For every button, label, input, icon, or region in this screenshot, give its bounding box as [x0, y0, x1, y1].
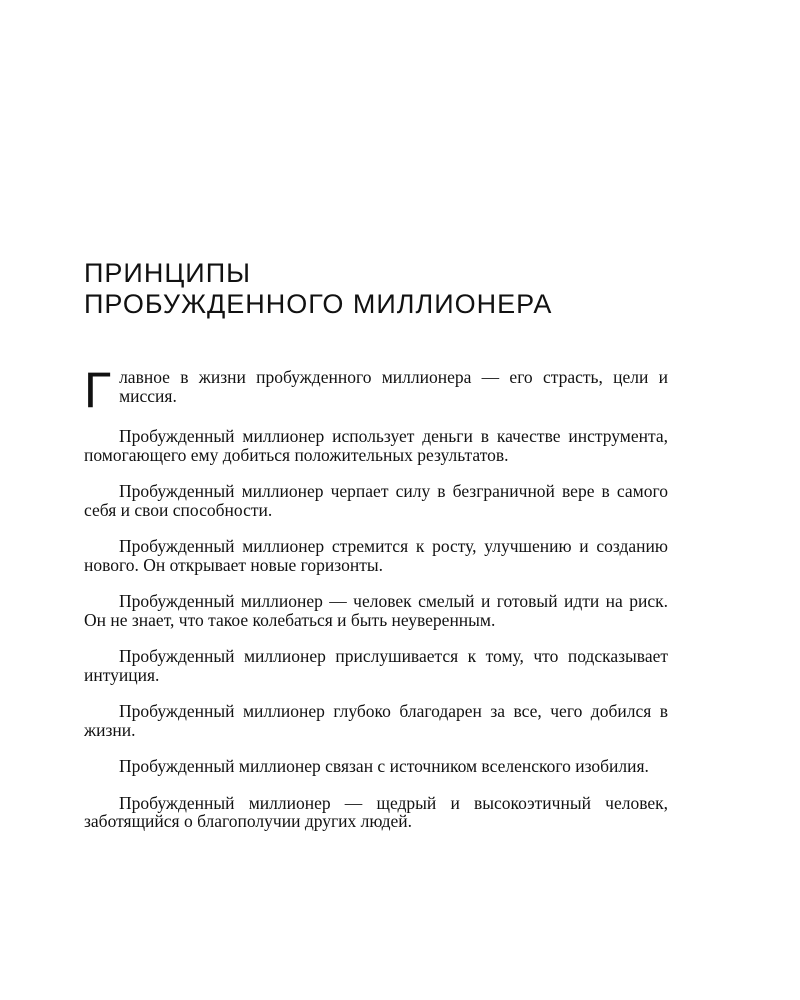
principle-paragraph-8: Пробужденный миллионер — щедрый и высокоэтичный человек, заботящийся о благополучии других людей. — [84, 792, 668, 831]
principle-paragraph-3: Пробужденный миллионер стремится к росту, улучшению и созданию нового. Он открывает новые горизонты. — [84, 536, 668, 575]
intro-paragraph — [84, 362, 668, 418]
principle-paragraph-1: Пробужденный миллионер использует деньги в качестве инструмента, помогающего ему добиться положительных результатов. — [84, 426, 668, 465]
principle-paragraph-2: Пробужденный миллионер черпает силу в безграничной вере в самого себя и свои способности. — [84, 481, 668, 520]
drop-cap: Г — [84, 362, 112, 418]
principle-paragraph-7: Пробужденный миллионер связан с источником вселенского изобилия. — [119, 756, 649, 776]
chapter-title-line-1: ПРИНЦИПЫ — [84, 258, 252, 288]
principle-paragraph-6: Пробужденный миллионер глубоко благодарен за все, чего добился в жизни. — [84, 701, 668, 740]
principle-paragraph-5: Пробужденный миллионер прислушивается к тому, что подсказывает интуиция. — [84, 646, 668, 685]
chapter-title-line-2: ПРОБУЖДЕННОГО МИЛЛИОНЕРА — [84, 289, 553, 319]
intro-text: лавное в жизни пробужденного миллионера — его страсть, цели и миссия. — [119, 367, 668, 406]
book-page — [84, 258, 668, 849]
principle-paragraph-4: Пробужденный миллионер — человек смелый и готовый идти на риск. Он не знает, что такое колебаться и быть неуверенным. — [84, 591, 668, 630]
chapter-title — [84, 258, 668, 320]
